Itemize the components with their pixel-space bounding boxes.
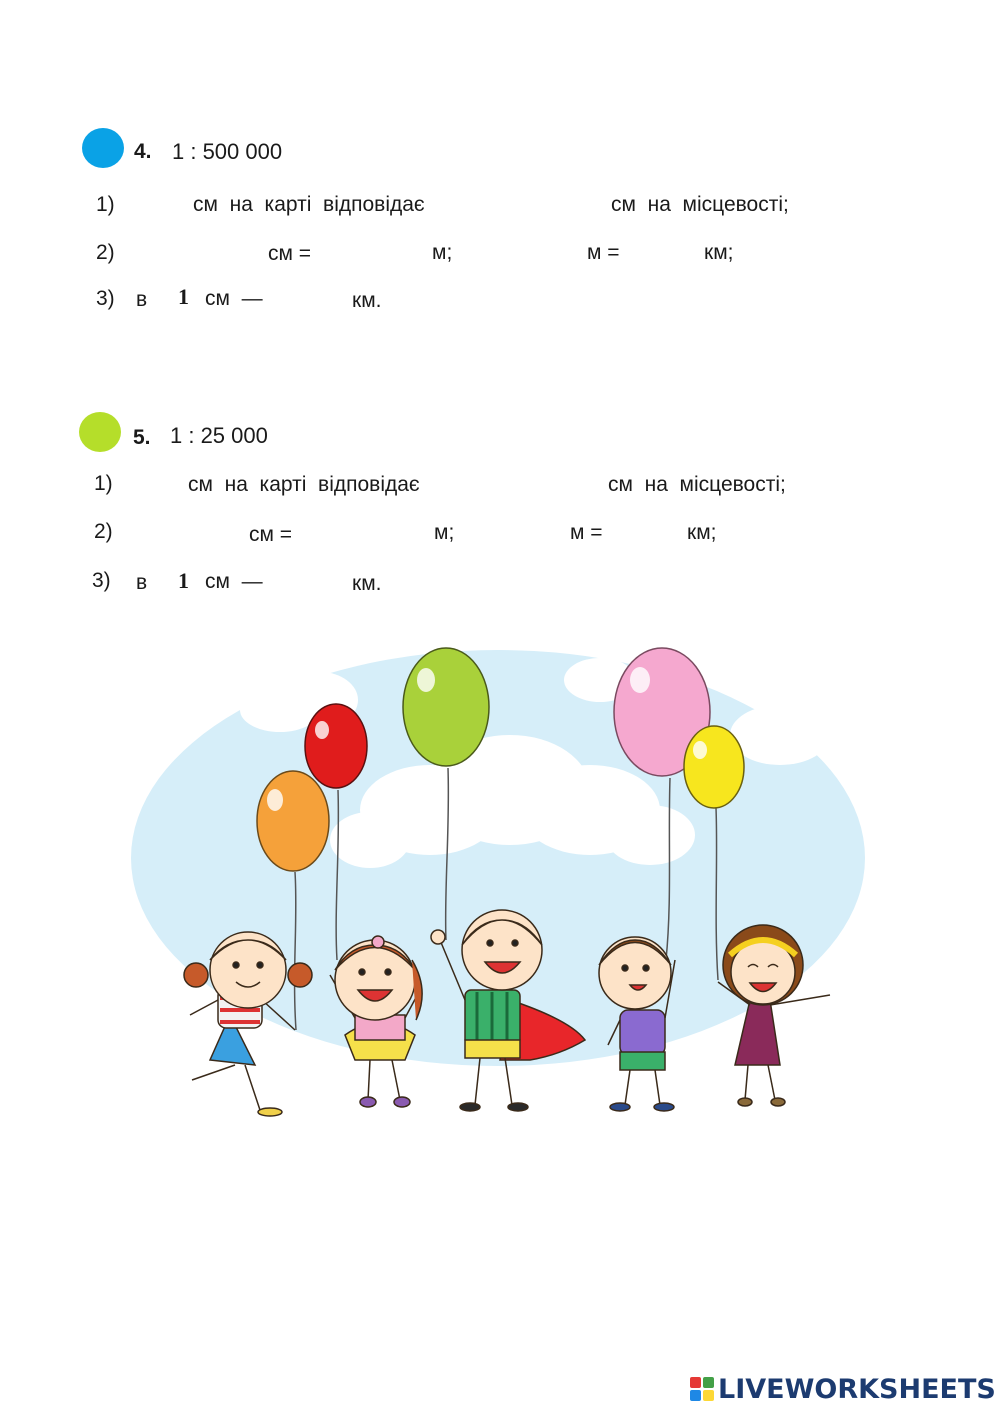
exercise-5-line3-one: 1: [178, 568, 189, 593]
orange-balloon-icon: [257, 771, 329, 871]
exercise-4-line2-text-a: см =: [268, 242, 312, 265]
exercise-4-line3-text-a: в: [136, 288, 148, 311]
exercise-4-line2-blank-3[interactable]: [470, 240, 582, 265]
exercise-5-number: 5.: [133, 426, 151, 449]
exercise-4-line3-text-c: км.: [352, 289, 382, 312]
exercise-5-scale: 1 : 25 000: [170, 423, 268, 448]
exercise-5-line2-text-a: см =: [249, 523, 293, 546]
exercise-5-line1-text-a: см на карті відповідає: [188, 473, 420, 496]
exercise-5-line2-text-d: км;: [687, 521, 717, 544]
exercise-4-scale: 1 : 500 000: [172, 139, 283, 164]
exercise-5-line2-blank-1[interactable]: [125, 520, 243, 545]
exercise-4-line1-index: 1): [96, 193, 115, 216]
exercise-4-line3-blank-1[interactable]: [280, 286, 346, 311]
exercise-4-line2-text-d: км;: [704, 241, 734, 264]
exercise-5-line1-blank-1[interactable]: [125, 471, 183, 496]
exercise-5-line1-index: 1): [94, 472, 113, 495]
exercise-4-line1-text-b: см на місцевості;: [611, 193, 789, 216]
brand-text: LIVEWORKSHEETS: [718, 1373, 996, 1405]
exercise-5-line1-text-b: см на місцевості;: [608, 473, 786, 496]
exercise-5-line2-index: 2): [94, 520, 113, 543]
exercise-5-marker: [79, 412, 121, 452]
liveworksheets-brand[interactable]: [690, 1372, 996, 1406]
exercise-4-line2-blank-2[interactable]: [325, 240, 427, 265]
exercise-4-line2-index: 2): [96, 241, 115, 264]
yellow-balloon-icon: [684, 726, 744, 808]
exercise-5-line2-text-c: м =: [570, 521, 603, 544]
exercise-4-line2-blank-4[interactable]: [632, 240, 700, 265]
exercise-4-line1-blank-1[interactable]: [128, 192, 188, 217]
exercise-4-line1-blank-2[interactable]: [470, 192, 605, 217]
exercise-4-line3-text-b: см —: [205, 287, 263, 310]
exercise-5-line2-blank-2[interactable]: [306, 520, 428, 545]
exercise-4-line3-index: 3): [96, 287, 115, 310]
liveworksheets-logo-icon: [690, 1377, 714, 1401]
exercise-5-line3-index: 3): [92, 569, 111, 592]
exercise-5-line3-text-c: км.: [352, 572, 382, 595]
green-balloon-icon: [403, 648, 489, 766]
exercise-5-line2-text-b: м;: [434, 521, 455, 544]
exercise-4-line2-text-b: м;: [432, 241, 453, 264]
exercise-5-line2-blank-3[interactable]: [470, 520, 565, 545]
exercise-4-marker: [82, 128, 124, 168]
exercise-5-line1-blank-2[interactable]: [466, 471, 602, 496]
exercise-4-number: 4.: [134, 140, 152, 163]
exercise-5-line3-text-a: в: [136, 571, 148, 594]
exercise-4-line2-text-c: м =: [587, 241, 620, 264]
exercise-5-line3-blank-1[interactable]: [280, 569, 346, 594]
exercise-5-line3-text-b: см —: [205, 570, 263, 593]
red-balloon-icon: [305, 704, 367, 788]
exercise-5-line2-blank-4[interactable]: [615, 520, 683, 545]
exercise-4-line3-one: 1: [178, 284, 189, 309]
exercise-4-line2-blank-1[interactable]: [128, 240, 263, 265]
kids-with-balloons-illustration: [130, 640, 870, 1130]
exercise-4-line1-text-a: см на карті відповідає: [193, 193, 425, 216]
